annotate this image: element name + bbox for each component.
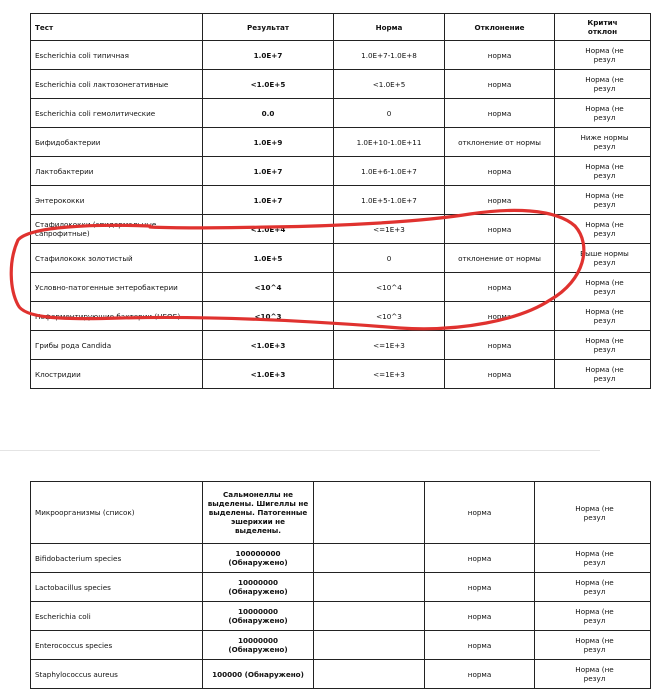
critical-value: Норма (не резул (535, 482, 651, 544)
test-name: Enterococcus species (31, 631, 203, 660)
norm-value: <=1E+3 (334, 331, 445, 360)
norm-value: <10^4 (334, 273, 445, 302)
table-row (31, 544, 651, 573)
deviation-value: норма (445, 186, 555, 215)
result-value: 1.0E+9 (203, 128, 334, 157)
result-value: 1.0E+7 (203, 41, 334, 70)
test-name: Escherichia coli (31, 602, 203, 631)
deviation-value: норма (445, 360, 555, 389)
page-gap (0, 395, 600, 451)
critical-value: Норма (не резул (555, 215, 651, 244)
table-row (31, 70, 651, 99)
critical-value: Выше нормы резул (555, 244, 651, 273)
critical-value: Норма (не резул (535, 573, 651, 602)
result-value: <1.0E+5 (203, 70, 334, 99)
table-row (31, 128, 651, 157)
critical-value: Норма (не резул (555, 41, 651, 70)
result-value: 10000000 (Обнаружено) (203, 631, 314, 660)
test-name: Стафилококк золотистый (31, 244, 203, 273)
report-page-2 (0, 451, 614, 683)
header-critical: Критич отклон (555, 14, 651, 41)
result-value: <10^4 (203, 273, 334, 302)
test-name: Escherichia coli лактозонегативные (31, 70, 203, 99)
test-name: Bifidobacterium species (31, 544, 203, 573)
norm-value: 1.0E+6-1.0E+7 (334, 157, 445, 186)
result-value: <10^3 (203, 302, 334, 331)
header-result: Результат (203, 14, 334, 41)
deviation-value: норма (425, 482, 535, 544)
norm-value (314, 544, 425, 573)
deviation-value: норма (425, 544, 535, 573)
header-test: Тест (31, 14, 203, 41)
table-row (31, 482, 651, 544)
critical-value: Норма (не резул (535, 660, 651, 689)
result-value: Сальмонеллы не выделены. Шигеллы не выделены. Патогенные эшерихии не выделены. (203, 482, 314, 544)
critical-value: Норма (не резул (555, 273, 651, 302)
test-name: Лактобактерии (31, 157, 203, 186)
result-value: 100000000 (Обнаружено) (203, 544, 314, 573)
deviation-value: норма (445, 99, 555, 128)
microorganisms-table (30, 481, 651, 689)
norm-value (314, 482, 425, 544)
result-value: 10000000 (Обнаружено) (203, 573, 314, 602)
norm-value: <10^3 (334, 302, 445, 331)
test-name: Неферментирующие бактерии (НГОБ) (31, 302, 203, 331)
deviation-value: отклонение от нормы (445, 244, 555, 273)
deviation-value: норма (445, 157, 555, 186)
deviation-value: норма (445, 331, 555, 360)
result-value: 1.0E+7 (203, 157, 334, 186)
test-name: Lactobacillus species (31, 573, 203, 602)
table-row (31, 157, 651, 186)
result-value: 1.0E+7 (203, 186, 334, 215)
norm-value (314, 631, 425, 660)
table-row (31, 273, 651, 302)
table-row (31, 244, 651, 273)
critical-value: Норма (не резул (555, 360, 651, 389)
table-row (31, 573, 651, 602)
table-row (31, 186, 651, 215)
deviation-value: норма (445, 302, 555, 331)
norm-value: <=1E+3 (334, 360, 445, 389)
header-deviation: Отклонение (445, 14, 555, 41)
critical-value: Норма (не резул (535, 602, 651, 631)
result-value: <1.0E+4 (203, 215, 334, 244)
test-name: Escherichia coli типичная (31, 41, 203, 70)
critical-value: Норма (не резул (535, 631, 651, 660)
test-name: Стафилококки (эпидермальные, сапрофитные) (31, 215, 203, 244)
result-value: 10000000 (Обнаружено) (203, 602, 314, 631)
test-name: Staphylococcus aureus (31, 660, 203, 689)
table-row (31, 302, 651, 331)
critical-value: Норма (не резул (555, 70, 651, 99)
critical-value: Норма (не резул (555, 157, 651, 186)
deviation-value: норма (445, 41, 555, 70)
result-value: 1.0E+5 (203, 244, 334, 273)
norm-value: 1.0E+10-1.0E+11 (334, 128, 445, 157)
norm-value: 0 (334, 244, 445, 273)
table-row (31, 215, 651, 244)
deviation-value: норма (425, 631, 535, 660)
test-name: Условно-патогенные энтеробактерии (31, 273, 203, 302)
header-norm: Норма (334, 14, 445, 41)
test-name: Клостридии (31, 360, 203, 389)
result-value: 0.0 (203, 99, 334, 128)
test-name: Микроорганизмы (список) (31, 482, 203, 544)
deviation-value: норма (425, 660, 535, 689)
deviation-value: норма (445, 70, 555, 99)
norm-value (314, 573, 425, 602)
critical-value: Норма (не резул (555, 186, 651, 215)
test-name: Escherichia coli гемолитические (31, 99, 203, 128)
norm-value (314, 602, 425, 631)
norm-value (314, 660, 425, 689)
critical-value: Норма (не резул (535, 544, 651, 573)
deviation-value: отклонение от нормы (445, 128, 555, 157)
test-name: Грибы рода Candida (31, 331, 203, 360)
test-name: Энтерококки (31, 186, 203, 215)
deviation-value: норма (425, 602, 535, 631)
norm-value: <1.0E+5 (334, 70, 445, 99)
norm-value: 0 (334, 99, 445, 128)
table-header-row (31, 14, 651, 41)
deviation-value: норма (425, 573, 535, 602)
table-row (31, 602, 651, 631)
table-row (31, 631, 651, 660)
critical-value: Норма (не резул (555, 99, 651, 128)
table-row (31, 660, 651, 689)
norm-value: 1.0E+5-1.0E+7 (334, 186, 445, 215)
result-value: 100000 (Обнаружено) (203, 660, 314, 689)
table-row (31, 41, 651, 70)
result-value: <1.0E+3 (203, 360, 334, 389)
table-row (31, 99, 651, 128)
test-name: Бифидобактерии (31, 128, 203, 157)
norm-value: <=1E+3 (334, 215, 445, 244)
critical-value: Ниже нормы резул (555, 128, 651, 157)
critical-value: Норма (не резул (555, 331, 651, 360)
deviation-value: норма (445, 215, 555, 244)
results-table (30, 13, 651, 389)
deviation-value: норма (445, 273, 555, 302)
result-value: <1.0E+3 (203, 331, 334, 360)
table-row (31, 360, 651, 389)
critical-value: Норма (не резул (555, 302, 651, 331)
table-row (31, 331, 651, 360)
norm-value: 1.0E+7-1.0E+8 (334, 41, 445, 70)
